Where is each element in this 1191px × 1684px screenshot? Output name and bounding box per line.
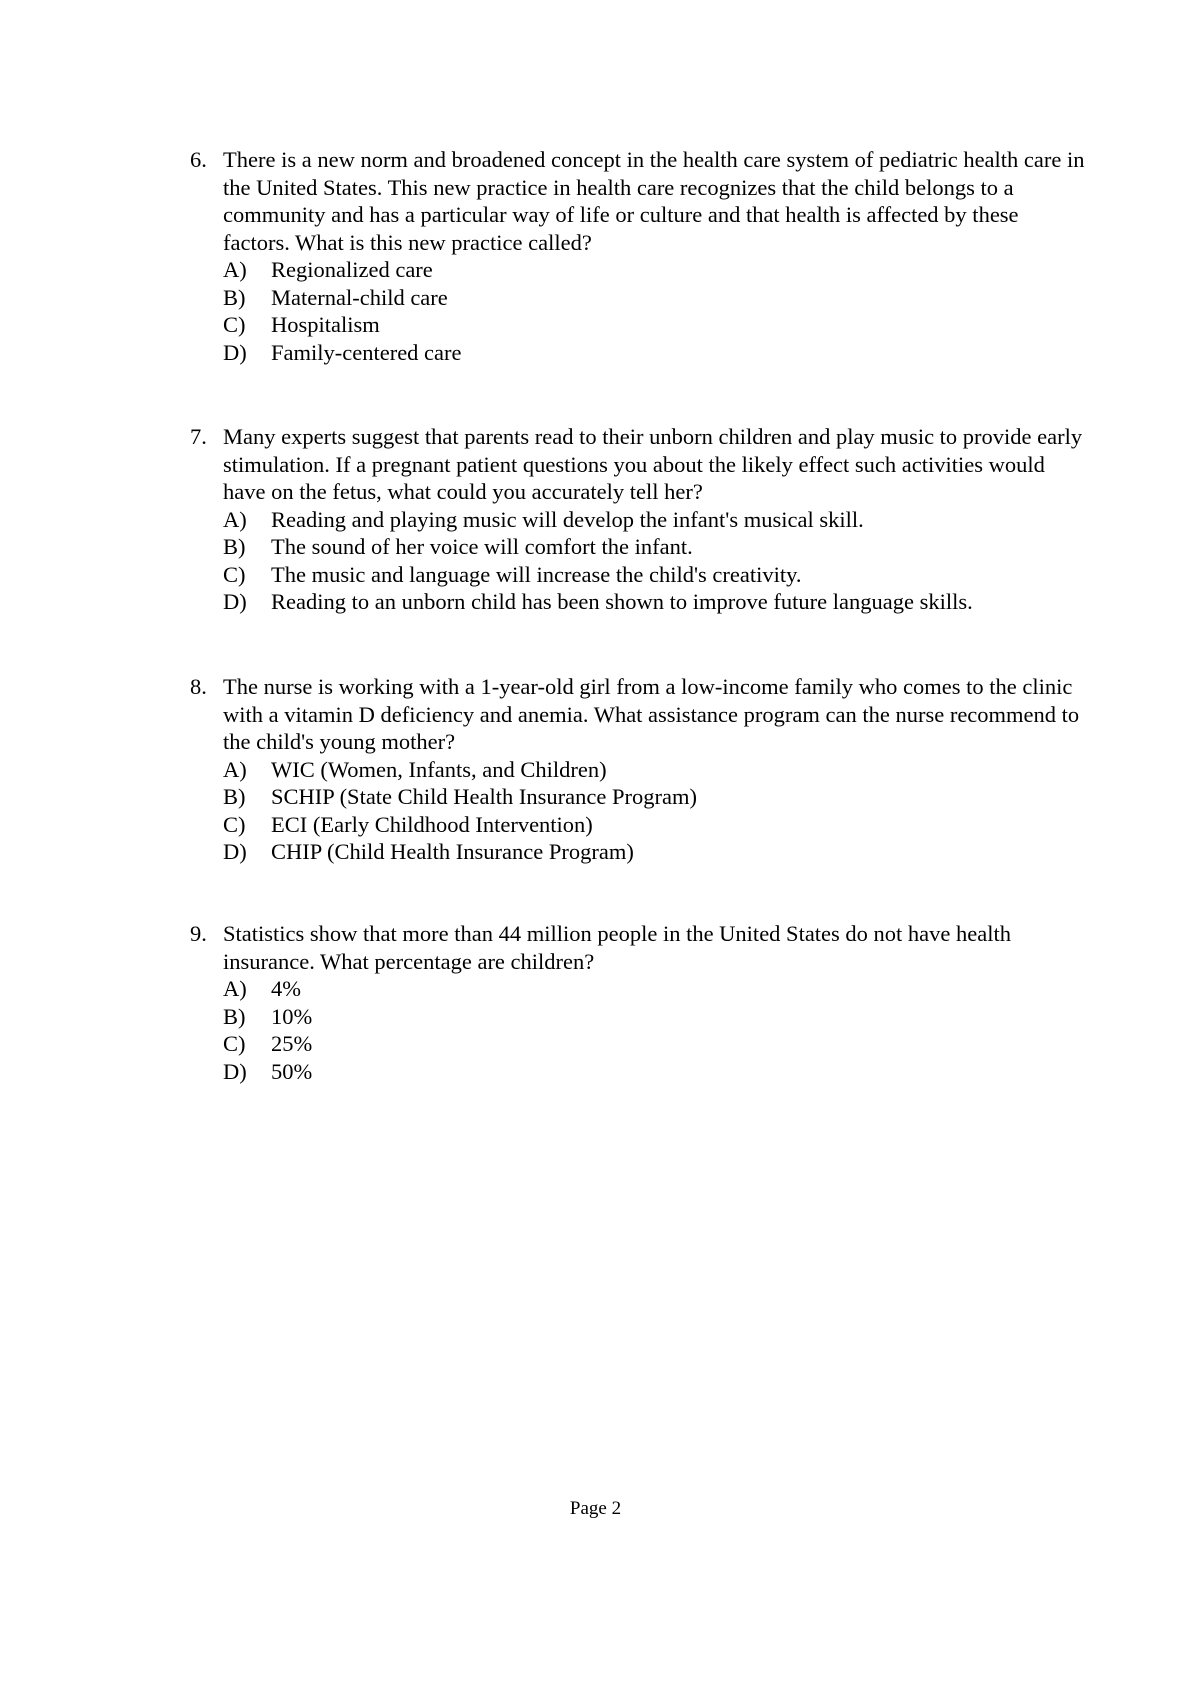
option-letter: A) <box>223 257 247 282</box>
question-stem <box>190 146 1090 256</box>
option-text: Hospitalism <box>271 312 380 337</box>
answer-option-a <box>190 756 1090 784</box>
question-stem <box>190 423 1090 506</box>
question-7 <box>190 423 1090 616</box>
option-letter: B) <box>223 534 246 559</box>
option-letter: D) <box>223 339 247 365</box>
question-number: 8. <box>190 674 207 699</box>
option-letter: A) <box>223 506 247 532</box>
option-text: Regionalized care <box>271 257 433 282</box>
answer-option-a <box>190 256 1090 284</box>
question-text: Many experts suggest that parents read to their unborn children and play music to provide early stimulation. If a pregnant patient questions you about the likely effect such activities would have on the fetus, what could you accurately tell her? <box>223 424 1083 504</box>
option-letter: D) <box>223 839 247 864</box>
answer-option-b <box>190 1003 1090 1031</box>
option-text: 10% <box>271 1003 313 1029</box>
option-letter: A) <box>223 976 247 1001</box>
question-text: The nurse is working with a 1-year-old girl from a low-income family who comes to the clinic with a vitamin D deficiency and anemia. What assistance program can the nurse recommend to the child's young mother? <box>223 674 1080 754</box>
answer-option-d <box>190 339 1090 367</box>
answer-option-b <box>190 783 1090 811</box>
option-text: Reading to an unborn child has been shown to improve future language skills. <box>271 589 973 614</box>
answer-option-a <box>190 506 1090 534</box>
answer-option-b <box>190 533 1090 561</box>
question-text: There is a new norm and broadened concept in the health care system of pediatric health care in the United States. This new practice in health care recognizes that the child belongs to a community and has a particular way of life or culture and that health is affected by these factors. What is this new practice called? <box>223 147 1085 255</box>
option-text: 4% <box>271 976 301 1001</box>
option-letter: C) <box>223 811 246 837</box>
option-text: SCHIP (State Child Health Insurance Program) <box>271 784 697 809</box>
question-number: 6. <box>190 147 207 172</box>
question-8 <box>190 673 1090 866</box>
option-text: Maternal-child care <box>271 284 448 310</box>
option-text: CHIP (Child Health Insurance Program) <box>271 839 634 864</box>
question-number: 7. <box>190 424 207 449</box>
answer-option-c <box>190 311 1090 339</box>
option-text: 50% <box>271 1058 313 1084</box>
question-stem <box>190 673 1090 756</box>
option-letter: C) <box>223 1031 246 1056</box>
page-number: Page 2 <box>569 1498 622 1519</box>
option-letter: C) <box>223 561 246 587</box>
option-letter: B) <box>223 784 246 809</box>
option-text: Reading and playing music will develop the infant's musical skill. <box>271 506 864 532</box>
option-letter: C) <box>223 312 246 337</box>
option-text: The music and language will increase the child's creativity. <box>271 561 802 587</box>
answer-option-d <box>190 838 1090 866</box>
option-letter: D) <box>223 589 247 614</box>
option-letter: B) <box>223 284 246 310</box>
answer-options <box>190 756 1090 866</box>
option-text: ECI (Early Childhood Intervention) <box>271 811 593 837</box>
option-text: The sound of her voice will comfort the infant. <box>271 534 693 559</box>
question-number: 9. <box>190 921 207 946</box>
question-6 <box>190 146 1090 366</box>
answer-option-d <box>190 588 1090 616</box>
option-text: WIC (Women, Infants, and Children) <box>271 756 607 782</box>
answer-option-c <box>190 811 1090 839</box>
question-stem <box>190 920 1090 975</box>
question-9 <box>190 920 1090 1085</box>
option-text: 25% <box>271 1031 313 1056</box>
answer-option-b <box>190 284 1090 312</box>
answer-options <box>190 975 1090 1085</box>
answer-options <box>190 506 1090 616</box>
page-footer <box>0 1498 1191 1520</box>
option-letter: B) <box>223 1003 246 1029</box>
option-letter: D) <box>223 1058 247 1084</box>
answer-option-c <box>190 1030 1090 1058</box>
answer-options <box>190 256 1090 366</box>
answer-option-c <box>190 561 1090 589</box>
option-letter: A) <box>223 756 247 782</box>
answer-option-d <box>190 1058 1090 1086</box>
option-text: Family-centered care <box>271 339 462 365</box>
question-text: Statistics show that more than 44 million people in the United States do not have health insurance. What percentage are children? <box>223 921 1011 974</box>
answer-option-a <box>190 975 1090 1003</box>
